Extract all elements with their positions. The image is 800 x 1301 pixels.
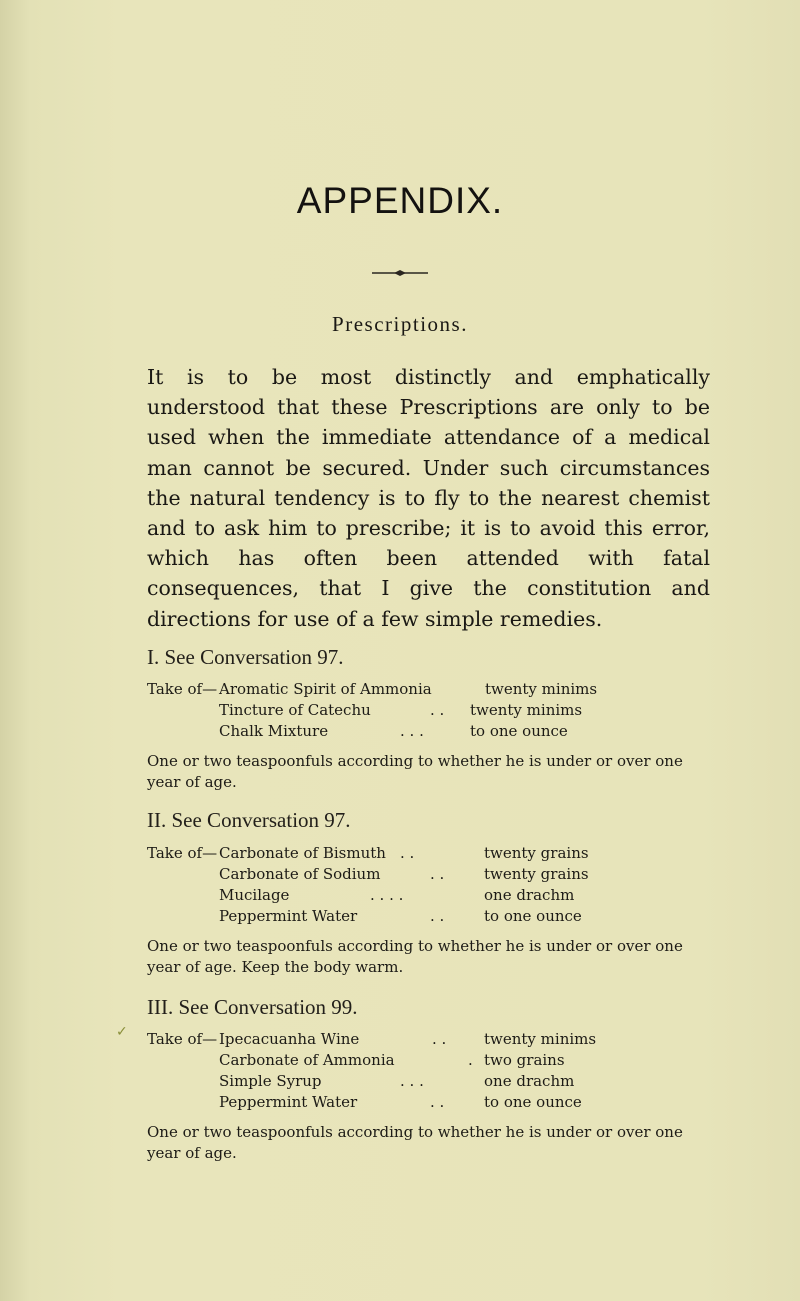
dosage-note-1: One or two teaspoonfuls according to whether he is under or over one year of age. (147, 752, 683, 791)
ingredient-name: Ipecacuanha Wine (219, 1030, 360, 1048)
ingredient-dose: to one ounce (484, 1093, 582, 1111)
ingredient-name: Aromatic Spirit of Ammonia (219, 680, 432, 698)
ingredient-name: Carbonate of Ammonia (219, 1051, 395, 1069)
ingredient-name: Chalk Mixture (219, 722, 329, 740)
ingredient-name: Tincture of Catechu (219, 701, 371, 719)
section-subtitle: Prescriptions. (332, 312, 468, 336)
ingredient-name: Peppermint Water (219, 907, 358, 925)
leader-dots: . . (430, 701, 445, 719)
leader-dots: . . (430, 865, 445, 883)
prescription-prefix-1: Take of— (147, 680, 218, 698)
prescription-prefix-3: Take of— (147, 1030, 218, 1048)
intro-paragraph: It is to be most distinctly and emphatically understood that these Prescriptions are only to be used when the immediate attendance of a medical man cannot be secured. Under such circumstances the natural tendency is to fly to the nearest chemist and to ask him to prescribe; it is to avoid this error, which has often been attended with fatal consequences, that I give the constitution and directions for use of a few simple remedies. (147, 365, 710, 631)
ingredient-dose: twenty grains (484, 865, 589, 883)
ingredient-dose: twenty grains (484, 844, 589, 862)
ingredient-dose: twenty minims (484, 1030, 597, 1048)
ingredient-dose: one drachm (484, 1072, 575, 1090)
leader-dots: . . . . (370, 886, 404, 904)
section-heading-3: III. See Conversation 99. (147, 995, 358, 1019)
ingredient-dose: to one ounce (484, 907, 582, 925)
leader-dots: . . (430, 1093, 445, 1111)
ingredient-dose: one drachm (484, 886, 575, 904)
ingredient-dose: twenty minims (485, 680, 598, 698)
prescription-prefix-2: Take of— (147, 844, 218, 862)
ingredient-name: Peppermint Water (219, 1093, 358, 1111)
ingredient-name: Simple Syrup (219, 1072, 322, 1090)
leader-dots: . . (430, 907, 445, 925)
margin-tick-mark: ✓ (116, 1024, 128, 1040)
ingredient-dose: to one ounce (470, 722, 568, 740)
leader-dots: . . . (400, 722, 424, 740)
divider-ornament (370, 268, 430, 278)
ingredient-dose: two grains (484, 1051, 565, 1069)
section-heading-2: II. See Conversation 97. (147, 808, 351, 832)
ingredient-name: Carbonate of Sodium (219, 865, 381, 883)
ingredient-dose: twenty minims (470, 701, 583, 719)
dosage-note-2: One or two teaspoonfuls according to whether he is under or over one year of age. Keep the body warm. (147, 937, 683, 976)
section-heading-1: I. See Conversation 97. (147, 645, 344, 669)
leader-dots: . . (432, 1030, 447, 1048)
dosage-note-3: One or two teaspoonfuls according to whether he is under or over one year of age. (147, 1123, 683, 1162)
ingredient-name: Carbonate of Bismuth (219, 844, 386, 862)
leader-dots: . . (400, 844, 415, 862)
leader-dots: . . . (400, 1072, 424, 1090)
page-title: APPENDIX. (296, 180, 504, 221)
leader-dots: . (468, 1051, 473, 1069)
ingredient-name: Mucilage (219, 886, 290, 904)
